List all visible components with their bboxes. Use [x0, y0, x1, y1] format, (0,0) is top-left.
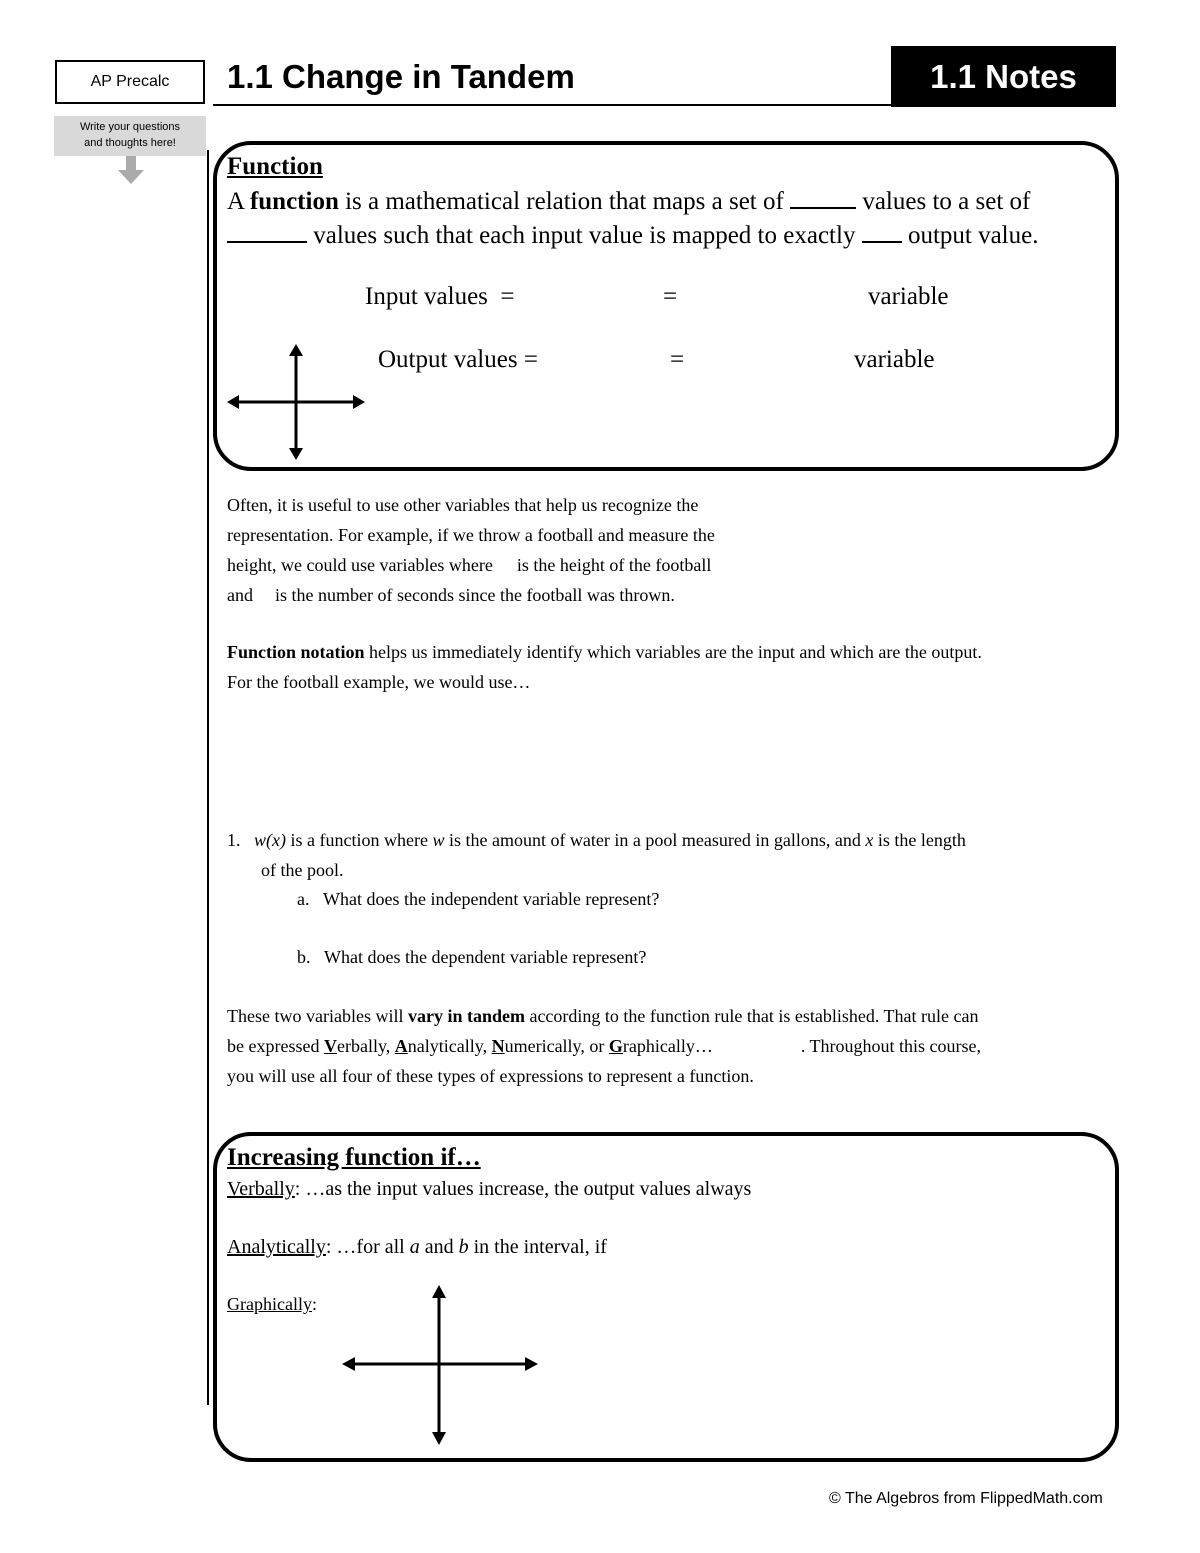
notation-rest: helps us immediately identify which variables are the input and which are the output. [369, 642, 982, 662]
def-part-3: values such that each input value is mapped to exactly [313, 222, 856, 249]
notation-bold: Function notation [227, 642, 365, 662]
often-line-3b: is the height of the football [516, 555, 712, 575]
tandem-p2: according to the function rule that is established. That rule can [529, 1006, 979, 1026]
def-part-4: output value. [907, 222, 1039, 249]
page-title: 1.1 Change in Tandem [227, 58, 575, 95]
tandem-p1: These two variables will [227, 1006, 404, 1026]
course-label [55, 60, 205, 104]
question-1a [297, 884, 659, 914]
function-notation-paragraph [227, 637, 982, 697]
often-line-1: Often, it is useful to use other variables that help us recognize the [227, 495, 699, 515]
analytically-and: and [424, 1236, 454, 1258]
def-a: A [227, 188, 244, 215]
tandem-line-2 [227, 1031, 981, 1061]
output-variable-label: variable [854, 346, 935, 373]
tandem-p4: . Throughout this course, [800, 1036, 982, 1056]
tandem-a-rest: nalytically, [407, 1036, 488, 1056]
output-equals: = [670, 346, 685, 373]
notes-badge [891, 46, 1116, 107]
graphically-line [227, 1294, 317, 1315]
course-text: AP Precalc [90, 73, 170, 90]
tandem-a-letter: A [394, 1036, 408, 1056]
often-line-3 [227, 550, 715, 580]
output-values-label: Output values = [378, 346, 538, 373]
copyright-footer: © The Algebros from FlippedMath.com [829, 1490, 1103, 1507]
verbally-text: : …as the input values increase, the output values always [294, 1178, 752, 1200]
hint-line-2: and thoughts here! [84, 137, 176, 149]
question-1b-text: What does the dependent variable represent? [324, 947, 647, 967]
tandem-v-letter: V [323, 1036, 337, 1056]
often-line-3a: height, we could use variables where [227, 555, 493, 575]
analytically-label: Analytically [227, 1236, 326, 1258]
question-1b [297, 942, 646, 972]
question-1-part-3: is the length [877, 830, 966, 850]
def-part-1: is a mathematical relation that maps a set of [345, 188, 784, 215]
graphically-label: Graphically [227, 1294, 312, 1314]
function-heading [227, 153, 323, 181]
notation-line-1 [227, 637, 982, 667]
analytically-post: in the interval, if [473, 1236, 607, 1258]
verbally-label: Verbally [227, 1178, 295, 1200]
increasing-heading [227, 1144, 481, 1172]
margin-divider [207, 150, 209, 1405]
tandem-g-rest: raphically… [622, 1036, 713, 1056]
question-1a-text: What does the independent variable represent? [323, 889, 660, 909]
tandem-v-rest: erbally, [336, 1036, 391, 1056]
question-1b-label: b. [297, 947, 311, 967]
question-1-w: w [432, 830, 445, 850]
question-1 [227, 825, 966, 885]
question-1-number: 1. [227, 830, 241, 850]
question-1a-label: a. [297, 889, 310, 909]
notation-line-2: For the football example, we would use… [227, 672, 531, 692]
often-line-2: representation. For example, if we throw a football and measure the [227, 525, 715, 545]
analytically-pre: : …for all [325, 1236, 405, 1258]
input-equals: = [663, 283, 678, 310]
question-1-part-1: is a function where [290, 830, 428, 850]
arrow-down-icon [118, 156, 144, 186]
analytically-a: a [409, 1236, 420, 1258]
coordinate-axes-icon [340, 1283, 540, 1447]
tandem-line-3: you will use all four of these types of expressions to represent a function. [227, 1066, 754, 1086]
often-paragraph [227, 490, 715, 610]
notes-badge-text: 1.1 Notes [930, 57, 1077, 95]
increasing-heading-text: Increasing function if… [227, 1144, 481, 1171]
question-1-line-2: of the pool. [261, 860, 344, 880]
title-underline [213, 104, 893, 106]
often-line-4a: and [227, 585, 253, 605]
question-1-line-1 [227, 825, 966, 855]
verbally-line [227, 1178, 751, 1201]
question-1-func: w(x) [254, 830, 286, 850]
function-definition-line-1 [227, 187, 1030, 216]
function-heading-text: Function [227, 153, 323, 180]
tandem-bold: vary in tandem [407, 1006, 525, 1026]
question-1-x: x [865, 830, 874, 850]
coordinate-axes-icon [225, 342, 367, 462]
tandem-n-rest: umerically, or [504, 1036, 605, 1056]
input-values-label: Input values = [365, 283, 515, 310]
margin-hint [54, 116, 206, 156]
input-variable-label: variable [868, 283, 949, 310]
tandem-g-letter: G [608, 1036, 623, 1056]
analytically-line [227, 1236, 607, 1259]
exactly-blank[interactable] [862, 221, 902, 243]
def-function-bold: function [249, 188, 339, 215]
graphically-colon: : [311, 1294, 317, 1314]
tandem-p3: be expressed [227, 1036, 320, 1056]
tandem-paragraph [227, 1001, 981, 1091]
analytically-b: b [458, 1236, 469, 1258]
tandem-line-1 [227, 1001, 981, 1031]
question-1-part-2: is the amount of water in a pool measured in gallons, and [448, 830, 861, 850]
output-blank[interactable] [227, 221, 307, 243]
often-line-4 [227, 580, 715, 610]
often-line-4b: is the number of seconds since the football was thrown. [275, 585, 675, 605]
input-blank[interactable] [790, 187, 856, 209]
tandem-n-letter: N [491, 1036, 505, 1056]
hint-line-1: Write your questions [79, 121, 181, 133]
def-part-2: values to a set of [862, 188, 1031, 215]
function-definition-line-2 [227, 221, 1038, 250]
